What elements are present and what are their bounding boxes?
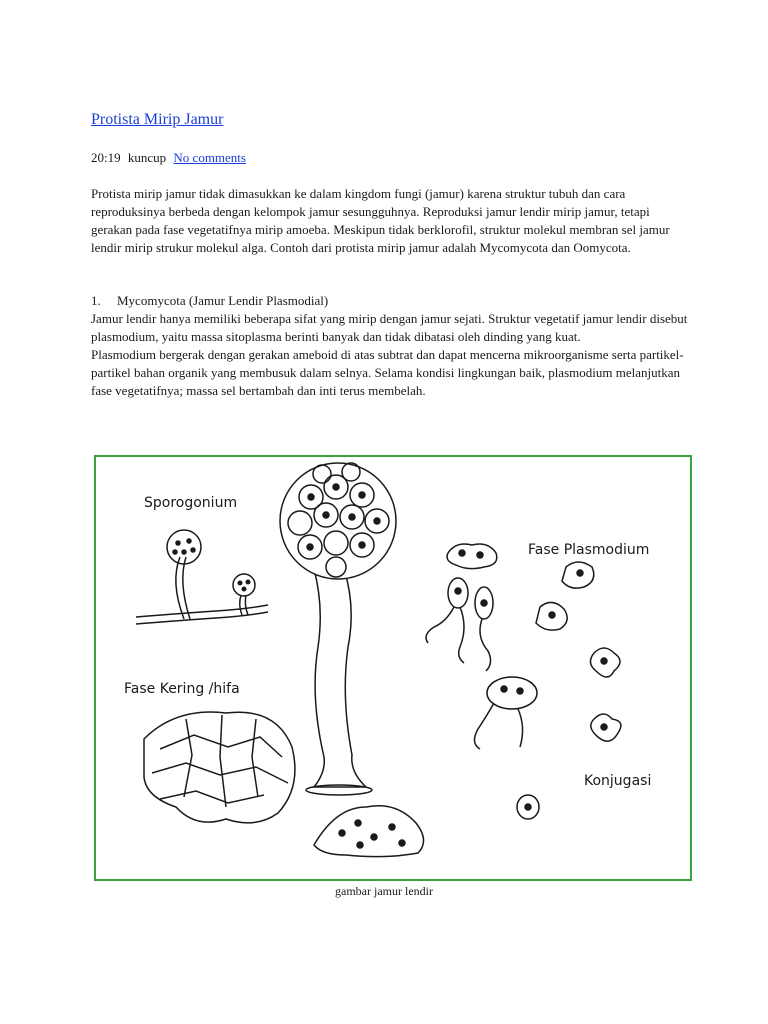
post-time: 20:19: [91, 150, 121, 165]
figure-illustration: [96, 457, 690, 879]
label-fase-kering: Fase Kering /hifa: [124, 681, 240, 697]
section-body-2: Plasmodium bergerak dengan gerakan ameboid di atas subtrat dan dapat mencerna mikroorganisme serta partikel-partikel bahan organik yang membusuk dalam selnya. Selama kondisi lingkungan baik, plasmodium melanjutkan fase vegetatifnya; massa sel bertambah dan inti terus membelah.: [91, 347, 684, 398]
post-author: kuncup: [127, 150, 167, 165]
dry-phase-network-drawing: [144, 712, 295, 823]
intro-paragraph: Protista mirip jamur tidak dimasukkan ke dalam kingdom fungi (jamur) karena struktur tubuh dan cara reproduksinya berbeda dengan kelompok jamur sesungguhnya. Reproduksi jamur lendir mirip jamur, tetapi gerakan pada fase vegetatifnya mirip amoeba. Meskipun tidak berklorofil, struktur molekul membran sel jamur lendir mirip strukur molekul alga. Contoh dari protista mirip jamur adalah Mycomycota dan Oomycota.: [91, 186, 670, 255]
label-konjugasi: Konjugasi: [584, 773, 652, 789]
section-number: 1.: [91, 293, 101, 308]
label-sporogonium: Sporogonium: [144, 495, 238, 511]
section-body-1: Jamur lendir hanya memiliki beberapa sifat yang mirip dengan jamur sejati. Struktur vegetatif jamur lendir disebut plasmodium, yaitu massa sitoplasma berinti banyak dan tidak dibatasi oleh dinding yang kuat.: [91, 311, 688, 344]
section-heading: [91, 292, 691, 310]
sporogonium-drawing: [136, 530, 268, 624]
figure-caption: gambar jamur lendir: [335, 884, 433, 898]
section-mycomycota: [91, 292, 691, 400]
post-meta: [91, 150, 246, 166]
fruiting-body-drawing: [280, 463, 396, 795]
creeping-plasmodium-drawing: [314, 806, 424, 857]
comments-link[interactable]: No comments: [173, 150, 246, 165]
slime-mold-figure: [94, 455, 692, 881]
label-fase-plasmodium: Fase Plasmodium: [528, 542, 650, 558]
post-title[interactable]: Protista Mirip Jamur: [91, 111, 224, 128]
section-title: Mycomycota (Jamur Lendir Plasmodial): [117, 293, 329, 308]
